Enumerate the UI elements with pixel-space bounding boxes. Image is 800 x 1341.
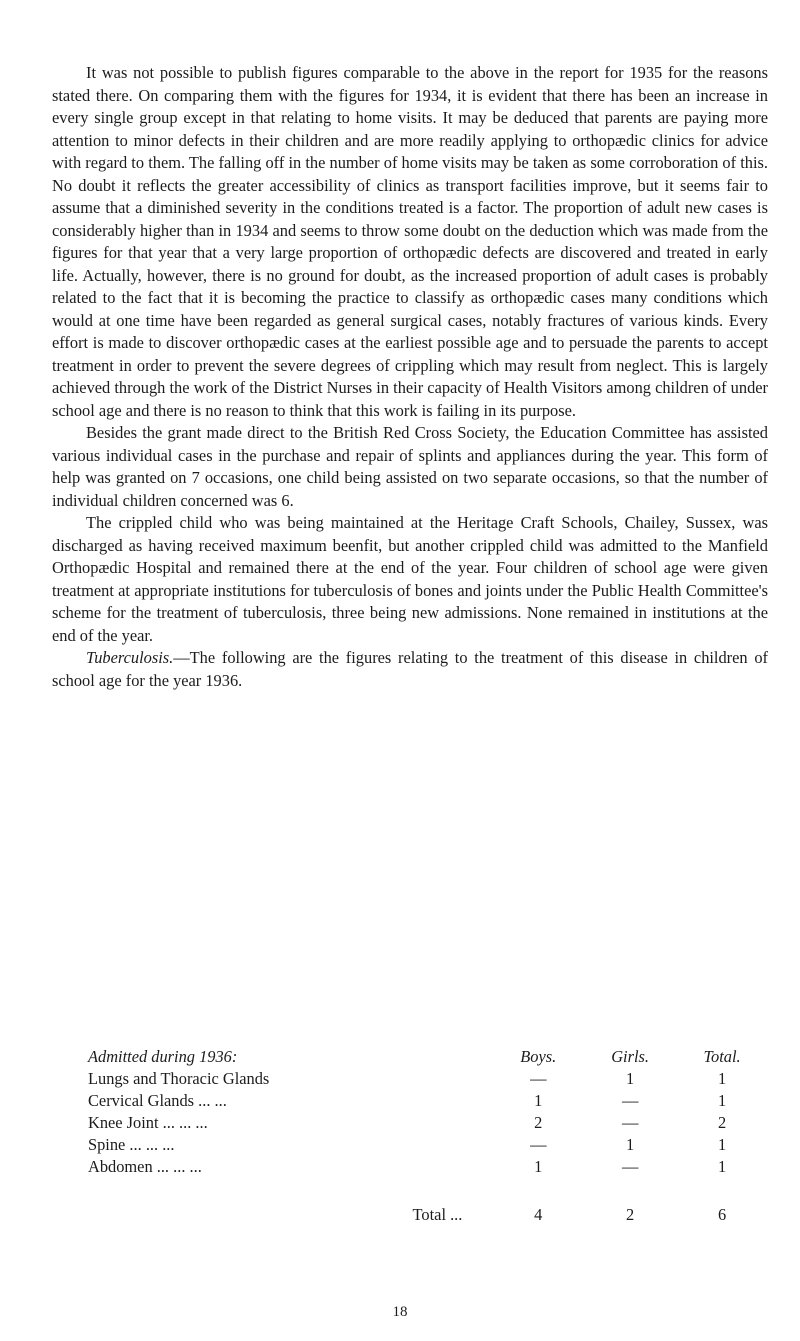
row-label: Cervical Glands ... ... (88, 1091, 227, 1110)
table-row (52, 1134, 768, 1156)
cell-girls: — (621, 1157, 639, 1176)
tuberculosis-intro: —The following are the figures relating to the treatment of this disease in children of school age for the year 1936. (52, 648, 768, 690)
cell-total: 2 (717, 1113, 727, 1132)
body-text (52, 62, 768, 692)
total-boys: 4 (534, 1205, 543, 1224)
cell-boys: — (530, 1135, 547, 1154)
total-total: 6 (717, 1205, 727, 1224)
table-total-row (52, 1178, 768, 1226)
table-row (52, 1090, 768, 1112)
paragraph-crippled-children: The crippled child who was being maintained at the Heritage Craft Schools, Chailey, Sussex, was discharged as having received maximum beenfit, but another crippled child was admitted to the Manfield Orthopædic Hospital and remained there at the end of the year. Four children of school age were given treatment at appropriate institutions for tuberculosis of bones and joints under the Public Health Committee's scheme for the treatment of tuberculosis, three being new admissions. None remained in institutions at the end of the year. (52, 513, 768, 645)
cell-girls: — (621, 1113, 639, 1132)
column-header-total: Total. (703, 1047, 741, 1066)
cell-boys: 2 (534, 1113, 543, 1132)
cell-boys: — (530, 1069, 547, 1088)
table-caption: Admitted during 1936: (88, 1047, 238, 1066)
table-row (52, 1068, 768, 1090)
table-header-row (52, 1046, 768, 1068)
cell-boys: 1 (534, 1157, 543, 1176)
cell-girls: 1 (626, 1135, 635, 1154)
column-header-girls: Girls. (611, 1047, 650, 1066)
table-row (52, 1112, 768, 1134)
tuberculosis-heading: Tuberculosis. (86, 648, 174, 667)
row-label: Spine ... ... ... (88, 1135, 175, 1154)
total-label: Total ... (412, 1205, 463, 1224)
column-header-boys: Boys. (520, 1047, 557, 1066)
cell-total: 1 (717, 1135, 727, 1154)
page-number: 18 (392, 1304, 408, 1320)
paragraph-splints-appliances: Besides the grant made direct to the British Red Cross Society, the Education Committee has assisted various individual cases in the purchase and repair of splints and appliances during the year. This form of help was granted on 7 occasions, one child being assisted on two separate occasions, so that the number of individual children concerned was 6. (52, 423, 768, 510)
cell-boys: 1 (534, 1091, 543, 1110)
row-label: Abdomen ... ... ... (88, 1157, 202, 1176)
tuberculosis-table (52, 1046, 768, 1226)
total-girls: 2 (626, 1205, 635, 1224)
cell-total: 1 (717, 1091, 727, 1110)
row-label: Knee Joint ... ... ... (88, 1113, 208, 1132)
paragraph-orthopaedic-clinics: It was not possible to publish figures comparable to the above in the report for 1935 for the reasons stated there. On comparing them with the figures for 1934, it is evident that there has been an increase in every single group except in that relating to home visits. It may be deduced that parents are paying more attention to minor defects in their children and are more readily applying to orthopædic clinics for advice with regard to them. The falling off in the number of home visits may be taken as some corroboration of this. No doubt it reflects the greater accessibility of clinics as transport facilities improve, but it seems fair to assume that a diminished severity in the conditions treated is a factor. The proportion of adult new cases is considerably higher than in 1934 and seems to throw some doubt on the deduction which was made from the figures for that year that a very large proportion of orthopædic defects are discovered and treated in early life. Actually, however, there is no ground for doubt, as the increased proportion of adult cases is probably related to the fact that it is becoming the practice to classify as orthopædic cases many conditions which would at one time have been regarded as general surgical cases, notably fractures of various kinds. Every effort is made to discover orthopædic cases at the earliest possible age and to persuade the parents to accept treatment in order to prevent the severe degrees of crippling which may result from neglect. This is largely achieved through the work of the District Nurses in their capacity of Health Visitors among children of under school age and there is no reason to think that this work is failing in its purpose. (52, 63, 768, 420)
cell-total: 1 (717, 1069, 727, 1088)
paragraph-tuberculosis (52, 647, 768, 692)
cell-girls: 1 (626, 1069, 635, 1088)
table-row (52, 1156, 768, 1178)
cell-girls: — (621, 1091, 639, 1110)
row-label: Lungs and Thoracic Glands (88, 1069, 270, 1088)
cell-total: 1 (717, 1157, 727, 1176)
